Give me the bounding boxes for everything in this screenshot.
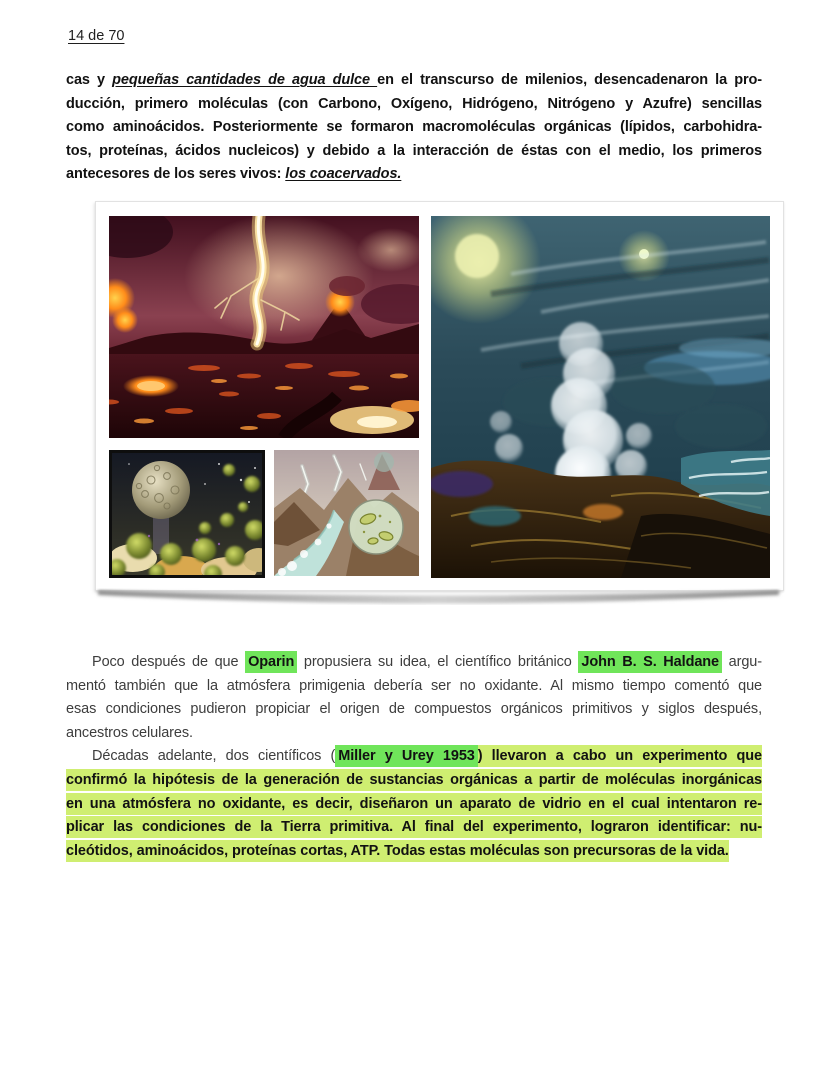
text-segment: Décadas adelante, dos científicos ( — [92, 748, 336, 765]
text-line — [66, 745, 762, 769]
text-line — [66, 651, 762, 675]
text-line — [66, 793, 762, 817]
text-segment: Poco después de que — [92, 653, 246, 670]
text-segment: como aminoácidos. Posteriormente se formaron macromoléculas orgánicas (lípidos, carbohidra- — [66, 119, 762, 136]
text-segment: mentó también que la atmósfera primigenia debería ser no oxidante. Al mismo tiempo comentó que — [66, 677, 762, 694]
text-segment: ducción, primero moléculas (con Carbono, Oxígeno, Hidrógeno, Nitrógeno y Azufre) sencillas — [66, 95, 762, 112]
highlighted-text: confirmó la hipótesis de la generación de sustancias orgánicas a partir de moléculas inorgánicas — [66, 769, 762, 791]
paragraph-oparin-haldane — [66, 651, 762, 745]
text-segment: los coacervados. — [285, 166, 402, 183]
text-line — [66, 840, 762, 864]
highlighted-text: John B. S. Haldane — [578, 651, 722, 673]
collage-grid — [109, 216, 770, 578]
text-segment: ancestros celulares. — [66, 724, 193, 741]
highlighted-text: ) llevaron a cabo un experimento que — [478, 745, 762, 767]
text-segment: pequeñas cantidades de agua dulce — [112, 72, 378, 88]
collage-bottom-row — [109, 450, 419, 578]
text-line — [66, 816, 762, 840]
text-segment: tos, proteínas, ácidos nucleicos) y debido a la interacción de éstas con el medio, los primeros — [66, 142, 762, 159]
text-line — [66, 722, 762, 746]
page-number-label: 14 de 70 — [68, 28, 125, 44]
text-segment: cas y — [66, 72, 113, 88]
highlighted-text: cleótidos, aminoácidos, proteínas cortas, ATP. Todas estas moléculas son precursoras de la vida. — [66, 840, 729, 862]
coacervates-image — [109, 450, 265, 578]
text-line — [66, 140, 762, 164]
volcanic-lightning-image — [109, 216, 419, 438]
collage-left-column — [109, 216, 419, 578]
text-segment: argu- — [722, 653, 762, 670]
primordial-storm-image — [431, 216, 770, 578]
paragraph-intro — [66, 69, 762, 187]
text-line — [66, 675, 762, 699]
text-segment: en el transcurso de milenios, desencadenaron la pro- — [377, 72, 762, 88]
highlighted-text: Miller y Urey 1953 — [335, 745, 478, 767]
text-segment: propusiera su idea, el científico británico — [297, 653, 579, 670]
highlighted-text: Oparin — [245, 651, 297, 673]
primitive-landscape-image — [274, 450, 419, 576]
highlighted-text: plicar las condiciones de la Tierra primitiva. Al final del experimento, lograron identificar: nu- — [66, 816, 762, 838]
text-line — [66, 163, 762, 187]
paragraph-miller-urey — [66, 745, 762, 863]
text-line — [66, 769, 762, 793]
text-segment: esas condiciones pudieron propiciar el origen de compuestos orgánicos primitivos y siglos después, — [66, 701, 762, 718]
highlighted-text: en una atmósfera no oxidante, es decir, diseñaron un aparato de vidrio en el cual intentaron re- — [66, 793, 762, 815]
text-line — [66, 93, 762, 117]
text-line — [66, 116, 762, 140]
card-shadow — [92, 588, 785, 608]
text-segment: antecesores de los seres vivos: — [66, 166, 286, 183]
image-collage-card — [95, 201, 784, 591]
text-line — [66, 69, 762, 93]
text-line — [66, 698, 762, 722]
